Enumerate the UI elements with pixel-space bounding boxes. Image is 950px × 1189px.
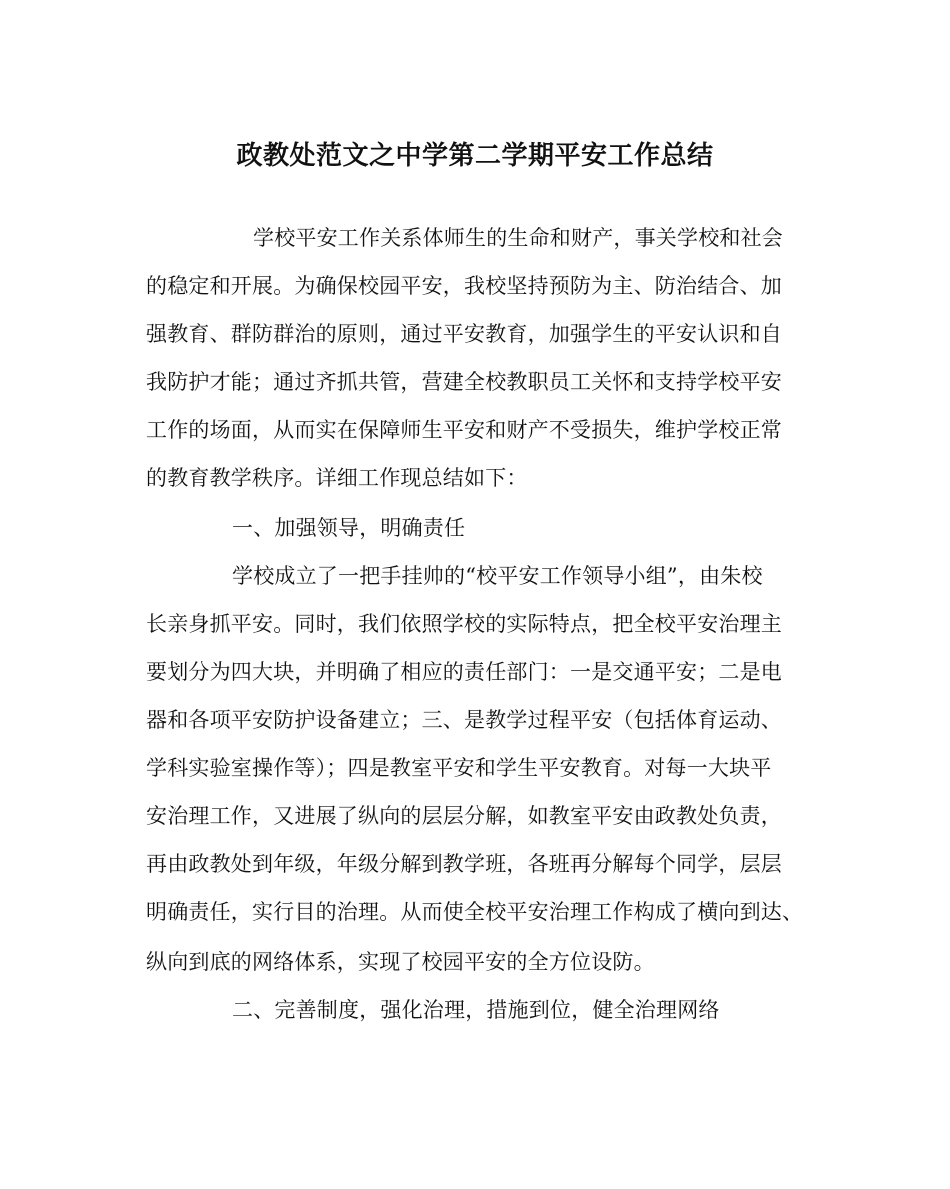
- paragraph-line: 安治理工作，又进展了纵向的层层分解，如教室平安由政教处负责，: [146, 804, 782, 828]
- paragraph-line: 学科实验室操作等）；四是教室平安和学生平安教育。对每一大块平: [146, 756, 772, 780]
- section-heading: 二、完善制度，强化治理，措施到位，健全治理网络: [232, 998, 720, 1022]
- paragraph-line: 纵向到底的网络体系，实现了校园平安的全方位设防。: [146, 950, 655, 974]
- paragraph-line: 再由政教处到年级，年级分解到教学班，各班再分解每个同学，层层: [146, 852, 782, 876]
- paragraph-line: 器和各项平安防护设备建立；三、是教学过程平安（包括体育运动、: [146, 708, 782, 732]
- paragraph-line: 长亲身抓平安。同时，我们依照学校的实际特点，把全校平安治理主: [146, 612, 782, 636]
- document-title: 政教处范文之中学第二学期平安工作总结: [236, 141, 714, 171]
- paragraph-line: 明确责任，实行目的治理。从而使全校平安治理工作构成了横向到达、: [146, 900, 804, 924]
- paragraph-line: 我防护才能；通过齐抓共管，营建全校教职员工关怀和支持学校平安: [146, 370, 782, 394]
- paragraph-line: 强教育、群防群治的原则，通过平安教育，加强学生的平安认识和自: [146, 322, 782, 346]
- paragraph-line: 学校成立了一把手挂帅的“校平安工作领导小组”，由朱校: [232, 564, 763, 588]
- paragraph-line: 要划分为四大块，并明确了相应的责任部门：一是交通平安；二是电: [146, 660, 782, 684]
- paragraph-line: 的教育教学秩序。详细工作现总结如下：: [146, 466, 528, 490]
- paragraph-line: 的稳定和开展。为确保校园平安，我校坚持预防为主、防治结合、加: [146, 274, 782, 298]
- paragraph-line: 工作的场面，从而实在保障师生平安和财产不受损失，维护学校正常: [146, 418, 782, 442]
- section-heading: 一、加强领导，明确责任: [232, 516, 466, 540]
- paragraph-line: 学校平安工作关系体师生的生命和财产，事关学校和社会: [253, 226, 783, 250]
